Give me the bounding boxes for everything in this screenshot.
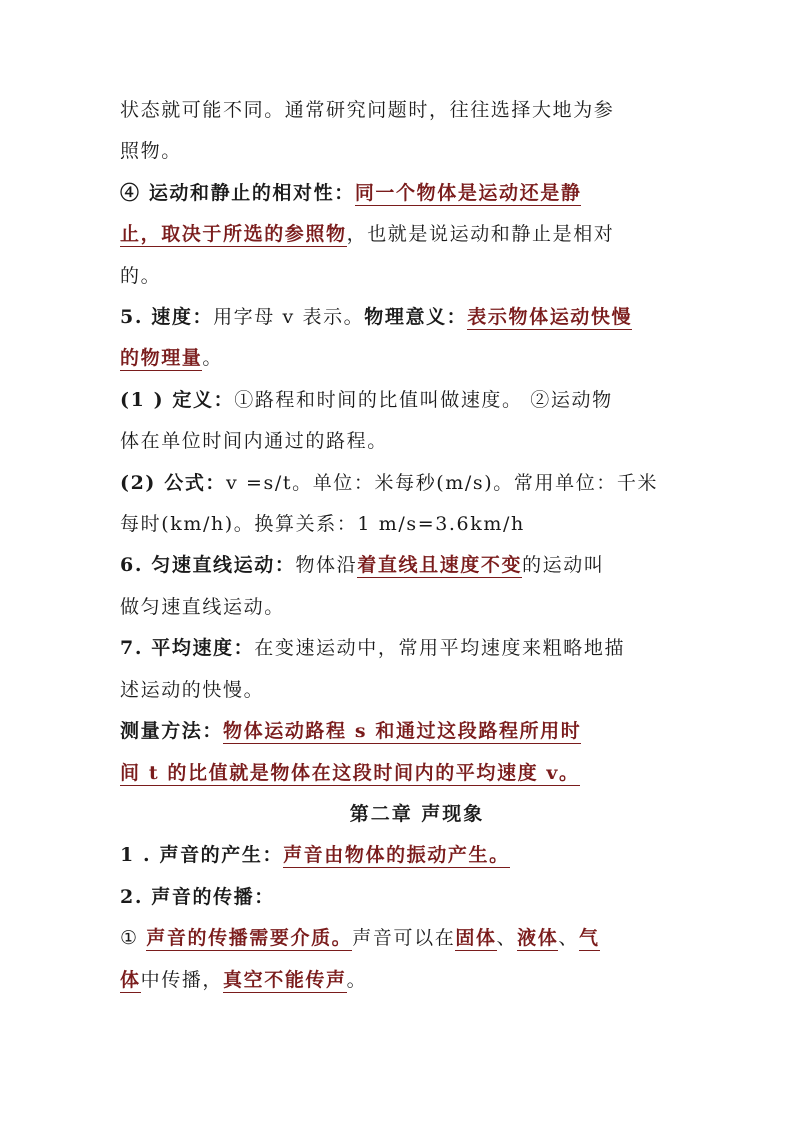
body-text: ①路程和时间的比值叫做速度。 ②运动物	[234, 388, 613, 411]
term-label: 2. 声音的传播：	[120, 885, 275, 908]
body-text: 。	[346, 968, 368, 991]
text-line	[120, 587, 674, 628]
text-line	[120, 131, 674, 172]
text-line	[120, 960, 674, 1001]
chapter-title: 第二章 声现象	[349, 802, 485, 825]
text-line	[120, 338, 674, 379]
text-line	[120, 214, 674, 255]
text-line	[120, 670, 674, 711]
term-label: (1 ) 定义：	[120, 388, 235, 411]
body-text: 。	[202, 347, 224, 370]
term-label: (2) 公式：	[120, 471, 227, 494]
answer-underlined: 止，取决于所选的参照物	[120, 223, 347, 246]
text-line	[120, 711, 674, 752]
body-text: 做匀速直线运动。	[120, 595, 285, 618]
term-label: 7. 平均速度：	[120, 637, 255, 660]
text-line	[120, 256, 674, 297]
text-line	[120, 753, 674, 794]
answer-underlined: 声音由物体的振动产生。	[283, 844, 510, 867]
body-text: ，也就是说运动和静止是相对	[346, 223, 615, 246]
answer-underlined: 表示物体运动快慢	[467, 306, 633, 329]
answer-underlined: 声音的传播需要介质。	[146, 927, 353, 950]
body-text: 用字母 v 表示。	[213, 306, 365, 329]
body-text: ①	[120, 927, 147, 950]
text-line	[120, 380, 674, 421]
body-text: 在变速运动中，常用平均速度来粗略地描	[254, 637, 626, 660]
body-text: 的运动叫	[522, 554, 605, 577]
text-line	[120, 421, 674, 462]
answer-underlined: 液体	[517, 927, 559, 950]
body-text: 照物。	[120, 140, 182, 163]
body-text: 述运动的快慢。	[120, 678, 265, 701]
term-label: 物理意义：	[364, 306, 468, 329]
text-line	[120, 297, 674, 338]
term-label: ④ 运动和静止的相对性：	[120, 181, 355, 204]
body-text: 的。	[120, 264, 162, 287]
text-line	[120, 90, 674, 131]
text-line	[120, 545, 674, 586]
body-text: 物体沿	[295, 554, 358, 577]
answer-underlined: 体	[120, 968, 141, 991]
answer-underlined: 物体运动路程 s 和通过这段路程所用时	[223, 720, 582, 743]
body-text: v =s/t。单位：米每秒(m/s)。常用单位：千米	[226, 471, 659, 494]
body-text: 每时(km/h)。换算关系：1 m/s=3.6km/h	[120, 513, 525, 536]
answer-underlined: 同一个物体是运动还是静	[354, 181, 582, 204]
text-line	[120, 835, 674, 876]
body-text: 状态就可能不同。通常研究问题时，往往选择大地为参	[120, 99, 615, 121]
text-line	[120, 794, 674, 835]
term-label: 1 . 声音的产生：	[120, 844, 284, 867]
answer-underlined: 间 t 的比值就是物体在这段时间内的平均速度 v。	[120, 761, 580, 784]
answer-underlined: 气	[578, 927, 600, 950]
text-line	[120, 463, 674, 504]
answer-underlined: 着直线且速度不变	[357, 554, 523, 577]
term-label: 5. 速度：	[120, 306, 214, 329]
text-line	[120, 918, 674, 959]
body-text: 声音可以在	[352, 927, 456, 950]
body-text: 中传播，	[140, 968, 224, 991]
term-label: 测量方法：	[120, 720, 224, 743]
text-line	[120, 173, 674, 214]
answer-underlined: 真空不能传声	[223, 968, 347, 991]
text-line	[120, 504, 674, 545]
text-line	[120, 628, 674, 669]
text-line	[120, 877, 674, 918]
body-text: 、	[496, 927, 518, 950]
answer-underlined: 的物理量	[120, 347, 203, 370]
body-text: 、	[558, 927, 579, 950]
answer-underlined: 固体	[455, 927, 497, 950]
term-label: 6. 匀速直线运动：	[120, 554, 296, 577]
body-text: 体在单位时间内通过的路程。	[120, 430, 388, 453]
